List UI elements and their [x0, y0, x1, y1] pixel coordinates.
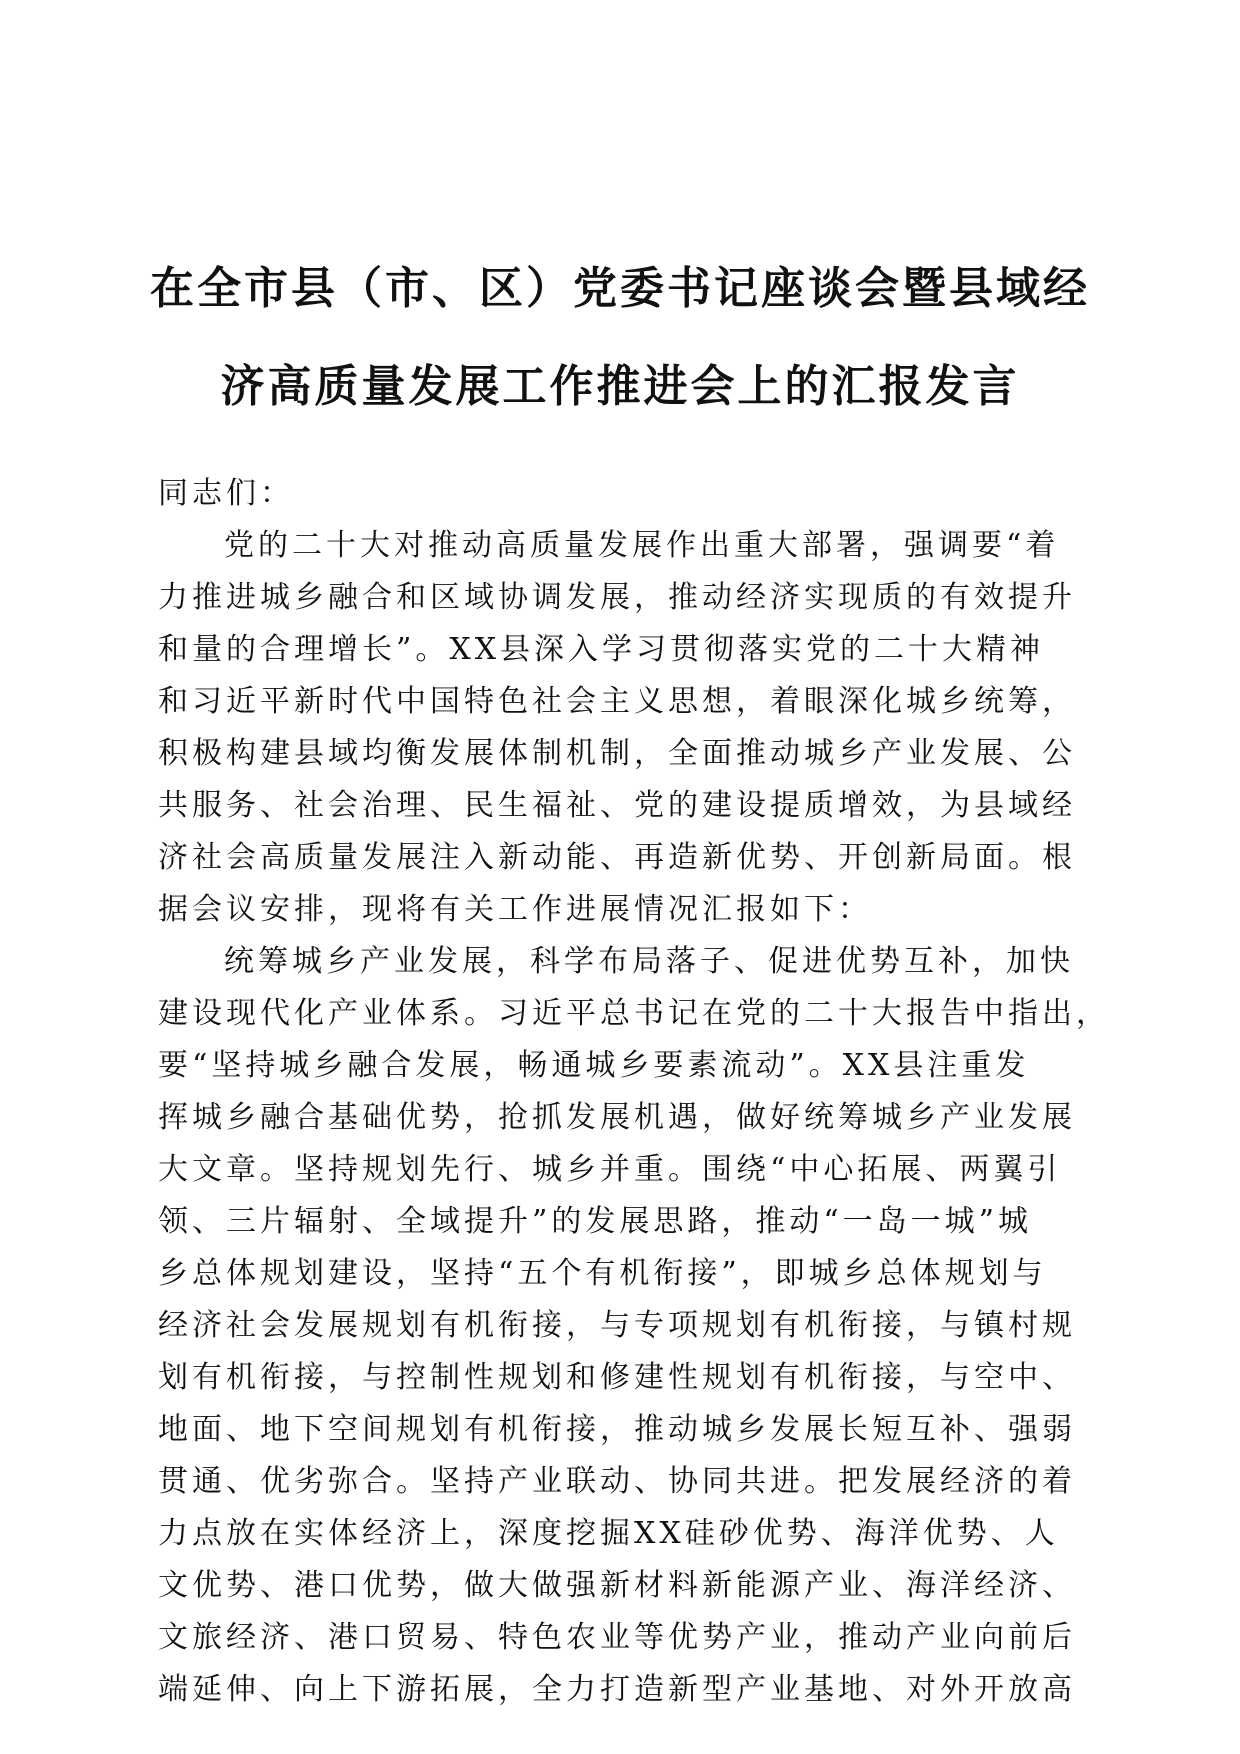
- paragraph-line: 地面、地下空间规划有机衔接，推动城乡发展长短互补、强弱: [158, 1412, 1076, 1447]
- document-title: [150, 240, 1090, 436]
- paragraph-line: 据会议安排，现将有关工作进展情况汇报如下：: [158, 892, 872, 927]
- paragraph-line: 党的二十大对推动高质量发展作出重大部署，强调要“着: [224, 528, 1060, 563]
- paragraph-line: 要“坚持城乡融合发展，畅通城乡要素流动”。XX县注重发: [158, 1048, 1030, 1083]
- title-line-1: 在全市县（市、区）党委书记座谈会暨县域经: [150, 263, 1090, 314]
- paragraph-line: 文优势、港口优势，做大做强新材料新能源产业、海洋经济、: [158, 1568, 1076, 1603]
- paragraph-line: 济社会高质量发展注入新动能、再造新优势、开创新局面。根: [158, 840, 1076, 875]
- paragraph-line: 力推进城乡融合和区域协调发展，推动经济实现质的有效提升: [158, 580, 1076, 615]
- paragraph-industry: [158, 936, 1110, 1716]
- paragraph-line: 积极构建县域均衡发展体制机制，全面推动城乡产业发展、公: [158, 736, 1076, 771]
- paragraph-line: 领、三片辐射、全域提升”的发展思路，推动“一岛一城”城: [158, 1204, 1033, 1239]
- paragraph-line: 贯通、优劣弥合。坚持产业联动、协同共进。把发展经济的着: [158, 1464, 1076, 1499]
- title-line-2: 济高质量发展工作推进会上的汇报发言: [220, 361, 1020, 412]
- paragraph-line: 建设现代化产业体系。习近平总书记在党的二十大报告中指出，: [158, 996, 1110, 1031]
- paragraph-line: 统筹城乡产业发展，科学布局落子、促进优势互补，加快: [224, 944, 1074, 979]
- paragraph-line: 文旅经济、港口贸易、特色农业等优势产业，推动产业向前后: [158, 1620, 1076, 1655]
- paragraph-line: 共服务、社会治理、民生福祉、党的建设提质增效，为县域经: [158, 788, 1076, 823]
- paragraph-line: 大文章。坚持规划先行、城乡并重。围绕“中心拓展、两翼引: [158, 1152, 1062, 1187]
- paragraph-line: 和量的合理增长”。XX县深入学习贯彻落实党的二十大精神: [158, 632, 1045, 667]
- paragraph-line: 乡总体规划建设，坚持“五个有机衔接”，即城乡总体规划与: [158, 1256, 1047, 1291]
- paragraph-line: 和习近平新时代中国特色社会主义思想，着眼深化城乡统筹，: [158, 684, 1076, 719]
- paragraph-line: 划有机衔接，与控制性规划和修建性规划有机衔接，与空中、: [158, 1360, 1076, 1395]
- paragraph-line: 端延伸、向上下游拓展，全力打造新型产业基地、对外开放高: [158, 1672, 1076, 1707]
- paragraph-line: 力点放在实体经济上，深度挖掘XX硅砂优势、海洋优势、人: [158, 1516, 1059, 1551]
- salutation: 同志们：: [158, 476, 294, 511]
- paragraph-intro: [158, 520, 1078, 936]
- document-body: [158, 468, 1110, 1716]
- paragraph-line: 挥城乡融合基础优势，抢抓发展机遇，做好统筹城乡产业发展: [158, 1100, 1076, 1135]
- paragraph-line: 经济社会发展规划有机衔接，与专项规划有机衔接，与镇村规: [158, 1308, 1076, 1343]
